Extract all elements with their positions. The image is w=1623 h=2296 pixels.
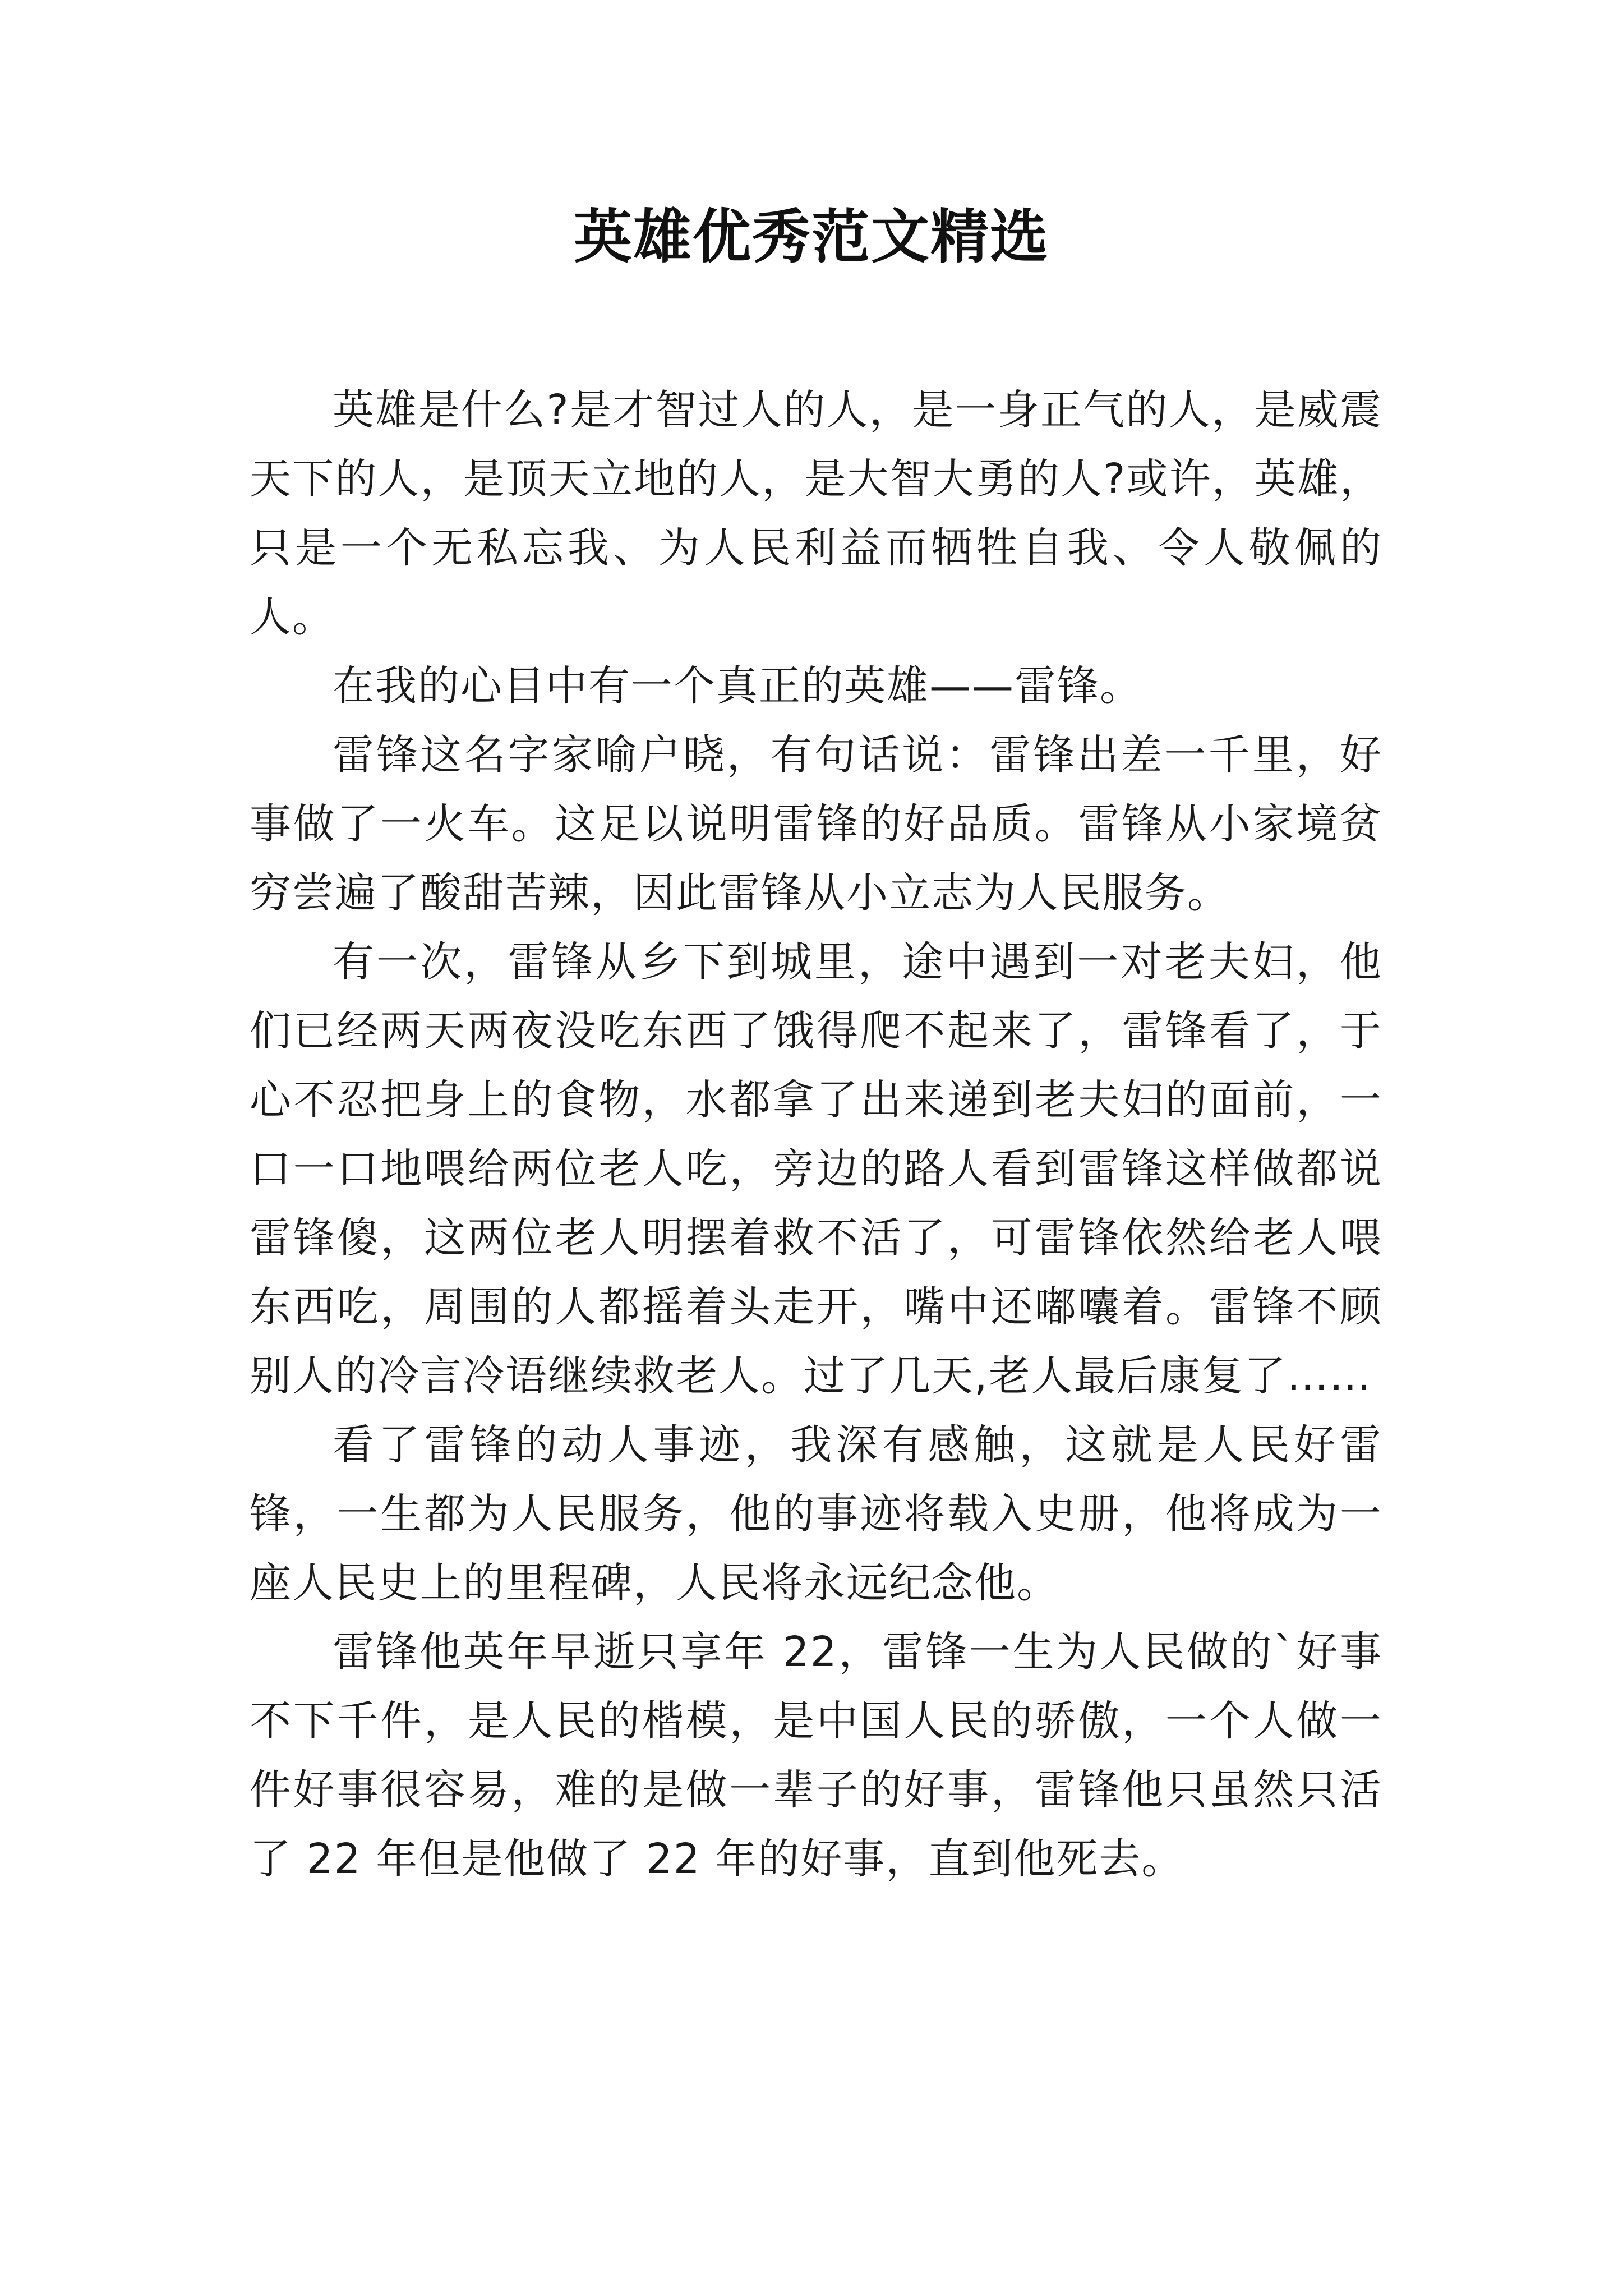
- document-title: 英雄优秀范文精选: [573, 202, 1049, 271]
- paragraph: 英雄是什么?是才智过人的人，是一身正气的人，是威震天下的人，是顶天立地的人，是大智大勇的人?或许，英雄，只是一个无私忘我、为人民利益而牺牲自我、令人敬佩的人。: [250, 386, 1382, 641]
- document-body: [250, 376, 1382, 1894]
- paragraph: 看了雷锋的动人事迹，我深有感触，这就是人民好雷锋，一生都为人民服务，他的事迹将载入史册，他将成为一座人民史上的里程碑，人民将永远纪念他。: [250, 1421, 1382, 1607]
- paragraph: 雷锋这名字家喻户晓，有句话说：雷锋出差一千里，好事做了一火车。这足以说明雷锋的好品质。雷锋从小家境贫穷尝遍了酸甜苦辣，因此雷锋从小立志为人民服务。: [250, 731, 1382, 917]
- paragraph: 雷锋他英年早逝只享年 22，雷锋一生为人民做的`好事不下千件，是人民的楷模，是中国人民的骄傲，一个人做一件好事很容易，难的是做一辈子的好事，雷锋他只虽然只活了 22 年但是他做了 22 年的好事，直到他死去。: [250, 1628, 1382, 1883]
- paragraph: 在我的心目中有一个真正的英雄——雷锋。: [333, 662, 1142, 710]
- paragraph: 有一次，雷锋从乡下到城里，途中遇到一对老夫妇，他们已经两天两夜没吃东西了饿得爬不起来了，雷锋看了，于心不忍把身上的食物，水都拿了出来递到老夫妇的面前，一口一口地喂给两位老人吃，旁边的路人看到雷锋这样做都说雷锋傻，这两位老人明摆着救不活了，可雷锋依然给老人喂东西吃，周围的人都摇着头走开，嘴中还嘟囔着。雷锋不顾别人的冷言冷语继续救老人。过了几天,老人最后康复了……: [250, 938, 1382, 1400]
